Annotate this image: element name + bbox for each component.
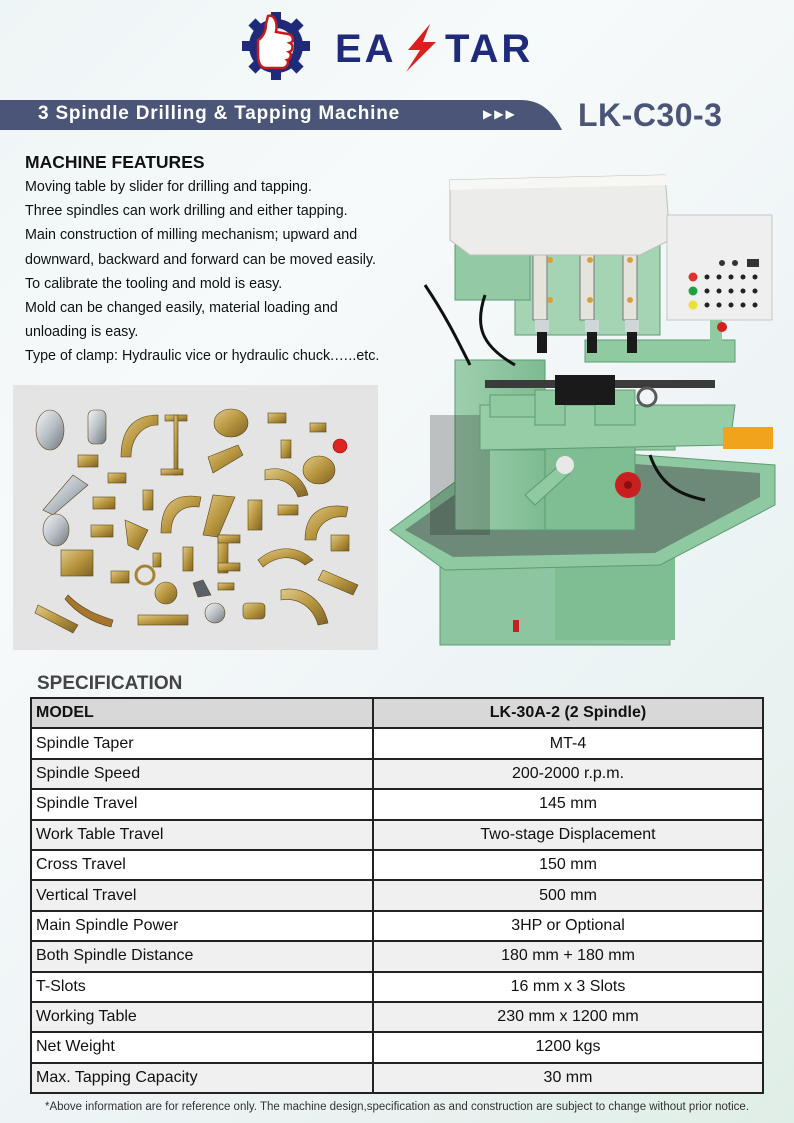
table-row	[31, 728, 763, 758]
feature-line: Type of clamp: Hydraulic vice or hydraulic chuck.…..etc.	[25, 348, 380, 365]
table-row	[31, 1002, 763, 1032]
model-code: LK-C30-3	[578, 97, 723, 133]
feature-line: To calibrate the tooling and mold is easy.	[25, 275, 283, 292]
disclaimer-footnote: *Above information are for reference only. The machine design,specification as and construction are subject to change without prior notice.	[44, 1101, 750, 1113]
specification-heading: SPECIFICATION	[37, 673, 183, 694]
spec-label: Net Weight	[31, 1032, 373, 1062]
features-list	[25, 175, 425, 369]
spec-value: 30 mm	[373, 1063, 763, 1093]
drilling-tapping-machine-image	[385, 165, 785, 655]
svg-text:EA: EA	[335, 27, 397, 71]
header-label: MODEL	[31, 698, 373, 728]
header-value: LK-30A-2 (2 Spindle)	[373, 698, 763, 728]
spec-label: Main Spindle Power	[31, 911, 373, 941]
feature-line: Main construction of milling mechanism; upward and	[25, 227, 358, 244]
specification-table	[30, 697, 764, 1094]
triple-arrow-icon: ▶▶▶	[483, 107, 517, 121]
spec-label: Spindle Travel	[31, 789, 373, 819]
feature-line: unloading is easy.	[25, 324, 139, 341]
spec-label: Max. Tapping Capacity	[31, 1063, 373, 1093]
spec-label: Both Spindle Distance	[31, 941, 373, 971]
spec-value: Two-stage Displacement	[373, 820, 763, 850]
table-header-row	[31, 698, 763, 728]
spec-value: 200-2000 r.p.m.	[373, 759, 763, 789]
feature-line: Three spindles can work drilling and either tapping.	[25, 203, 348, 220]
spec-value: 150 mm	[373, 850, 763, 880]
table-row	[31, 850, 763, 880]
svg-text:TAR: TAR	[445, 27, 534, 71]
spec-value: 230 mm x 1200 mm	[373, 1002, 763, 1032]
spec-value: 500 mm	[373, 880, 763, 910]
table-row	[31, 1063, 763, 1093]
feature-line: Moving table by slider for drilling and tapping.	[25, 179, 312, 195]
spec-value: 16 mm x 3 Slots	[373, 972, 763, 1002]
machine-photo	[385, 165, 785, 655]
spec-label: Spindle Speed	[31, 759, 373, 789]
feature-line: Mold can be changed easily, material loading and	[25, 300, 338, 317]
spec-value: MT-4	[373, 728, 763, 758]
spec-label: Working Table	[31, 1002, 373, 1032]
spec-label: Work Table Travel	[31, 820, 373, 850]
table-row	[31, 1032, 763, 1062]
spec-label: Cross Travel	[31, 850, 373, 880]
spec-value: 3HP or Optional	[373, 911, 763, 941]
spec-label: T-Slots	[31, 972, 373, 1002]
sample-parts-photo	[13, 385, 378, 650]
table-row	[31, 759, 763, 789]
product-title: 3 Spindle Drilling & Tapping Machine	[38, 103, 401, 124]
table-row	[31, 789, 763, 819]
machine-features-section	[25, 151, 425, 369]
features-heading: MACHINE FEATURES	[25, 152, 205, 172]
spec-label: Vertical Travel	[31, 880, 373, 910]
thumbs-up-gear-icon	[240, 10, 560, 82]
spec-label: Spindle Taper	[31, 728, 373, 758]
brass-fittings-image	[13, 385, 378, 650]
eastar-logo	[240, 10, 560, 82]
table-row	[31, 972, 763, 1002]
spec-value: 145 mm	[373, 789, 763, 819]
table-row	[31, 880, 763, 910]
spec-value: 180 mm + 180 mm	[373, 941, 763, 971]
table-row	[31, 941, 763, 971]
spec-value: 1200 kgs	[373, 1032, 763, 1062]
feature-line: downward, backward and forward can be moved easily.	[25, 251, 376, 268]
table-row	[31, 911, 763, 941]
table-row	[31, 820, 763, 850]
